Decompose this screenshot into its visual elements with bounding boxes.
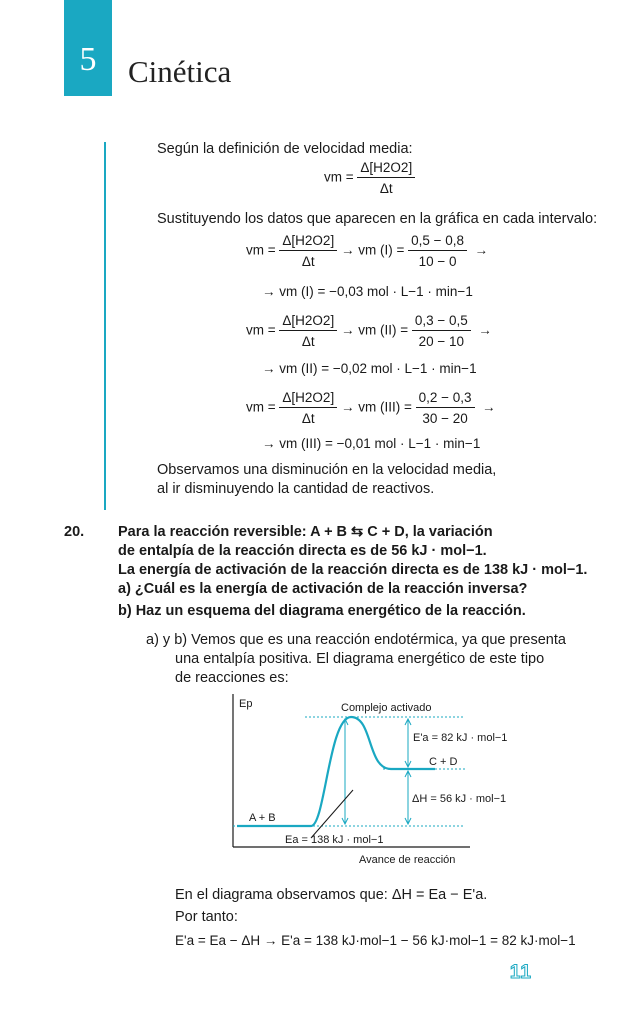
answer-line-3: de reacciones es: [175, 670, 289, 686]
x-axis-label: Avance de reacción [359, 854, 456, 866]
interval-1-equation [246, 233, 488, 269]
vm-lhs: vm = [246, 399, 276, 415]
fraction-numerator: Δ[H2O2] [279, 233, 337, 251]
vm-lhs: vm = [246, 322, 276, 338]
arrow: → [470, 242, 489, 258]
ea-direct-label: Ea = 138 kJ · mol−1 [285, 834, 384, 846]
fraction-numerator: Δ[H2O2] [279, 390, 337, 408]
interval-label: → vm (III) = [340, 399, 412, 415]
vm-fraction [279, 233, 337, 269]
question-b: b) Haz un esquema del diagrama energético de la reacción. [118, 603, 526, 619]
fraction-numerator: 0,2 − 0,3 [416, 390, 475, 408]
vm-fraction [279, 313, 337, 349]
interval-fraction [412, 313, 471, 349]
interval-2-equation [246, 313, 492, 349]
answer-line-2: una entalpía positiva. El diagrama energético de este tipo [175, 651, 545, 667]
interval-3-equation [246, 390, 496, 426]
problem-line-2: de entalpía de la reacción directa es de 56 kJ · mol−1. [118, 543, 487, 559]
substitute-text: Sustituyendo los datos que aparecen en la gráfica en cada intervalo: [157, 211, 598, 227]
fraction-numerator: Δ[H2O2] [279, 313, 337, 331]
page-number: 11 [509, 962, 532, 983]
products-label: C + D [429, 756, 458, 768]
vm-fraction [279, 390, 337, 426]
problem-number: 20. [64, 524, 85, 540]
interval-fraction [416, 390, 475, 426]
interval-2-result: → vm (II) = −0,02 mol · L−1 · min−1 [262, 361, 477, 376]
observation-text: En el diagrama observamos que: ΔH = Ea − E'a. [175, 887, 488, 903]
fraction-denominator: Δt [379, 181, 393, 196]
problem-line-1: Para la reacción reversible: A + B ⇆ C + D, la variación [118, 524, 493, 540]
fraction-denominator: 10 − 0 [418, 254, 457, 269]
y-axis-label: Ep [239, 698, 253, 710]
chapter-number-tab: 5 [64, 0, 112, 96]
vm-definition [324, 160, 415, 196]
interval-3-result: → vm (III) = −0,01 mol · L−1 · min−1 [262, 436, 481, 451]
answer-line-1: a) y b) Vemos que es una reacción endotérmica, ya que presenta [146, 632, 566, 648]
chapter-title: Cinética [128, 54, 232, 89]
section-accent-line [104, 142, 106, 510]
interval-1-result: → vm (I) = −0,03 mol · L−1 · min−1 [262, 284, 473, 299]
vm-lhs: vm = [246, 242, 276, 258]
ea-label-leader [311, 790, 353, 838]
fraction-denominator: 20 − 10 [418, 334, 465, 349]
final-equation: E'a = Ea − ΔH → E'a = 138 kJ·mol−1 − 56 kJ·mol−1 = 82 kJ·mol−1 [175, 933, 576, 948]
fraction-denominator: Δt [301, 411, 315, 426]
vm-lhs: vm = [324, 169, 354, 185]
interval-fraction [408, 233, 467, 269]
fraction-denominator: Δt [301, 334, 315, 349]
reactants-label: A + B [249, 812, 276, 824]
therefore-text: Por tanto: [175, 909, 238, 925]
fraction-numerator: 0,3 − 0,5 [412, 313, 471, 331]
interval-label: → vm (I) = [340, 242, 405, 258]
energy-diagram [225, 692, 515, 870]
peak-label: Complejo activado [341, 702, 432, 714]
fraction-numerator: Δ[H2O2] [357, 160, 415, 178]
arrow: → [474, 322, 492, 338]
ea-reverse-label: E'a = 82 kJ · mol−1 [413, 732, 508, 744]
conclusion-line-1: Observamos una disminución en la velocidad media, [157, 462, 497, 478]
vm-fraction [357, 160, 415, 196]
fraction-denominator: 30 − 20 [422, 411, 468, 426]
question-a: a) ¿Cuál es la energía de activación de la reacción inversa? [118, 581, 528, 597]
delta-h-label: ΔH = 56 kJ · mol−1 [412, 793, 507, 805]
conclusion-line-2: al ir disminuyendo la cantidad de reactivos. [157, 481, 435, 497]
problem-line-3: La energía de activación de la reacción directa es de 138 kJ · mol−1. [118, 562, 588, 578]
arrow: → [478, 399, 496, 415]
fraction-denominator: Δt [301, 254, 315, 269]
fraction-numerator: 0,5 − 0,8 [408, 233, 467, 251]
intro-text: Según la definición de velocidad media: [157, 141, 413, 157]
interval-label: → vm (II) = [340, 322, 409, 338]
